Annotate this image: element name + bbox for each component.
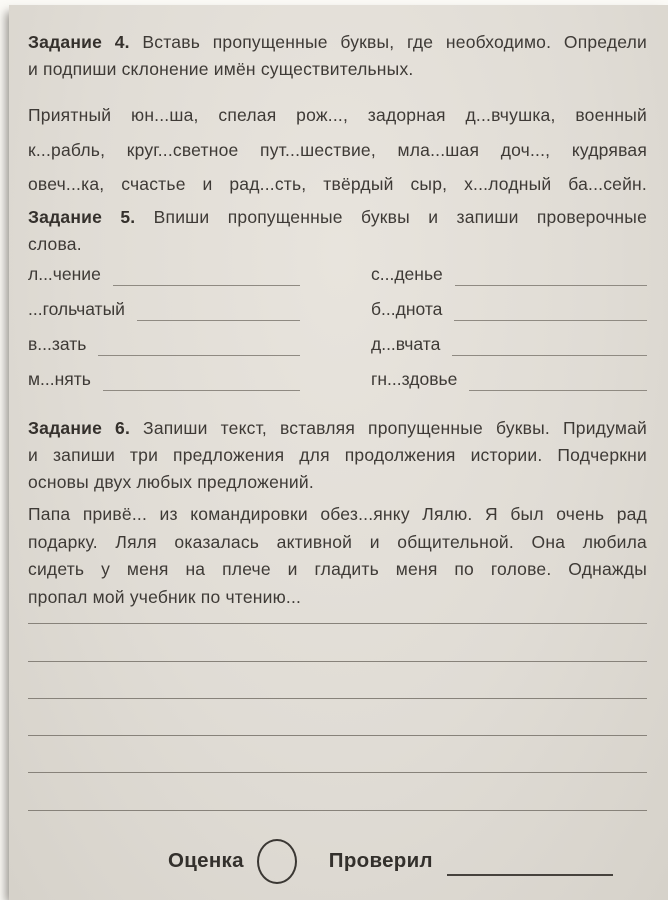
answer-blank[interactable] xyxy=(137,297,300,321)
answer-line[interactable] xyxy=(28,773,647,810)
checked-by-blank[interactable] xyxy=(447,846,613,876)
checked-label: Проверил xyxy=(328,849,433,872)
answer-blank[interactable] xyxy=(454,297,647,321)
task5-header xyxy=(28,204,647,258)
task4-body-line1: Приятный юн...ша, спелая рож..., задорная д...вчушка, военный xyxy=(28,105,647,125)
task6-header xyxy=(28,415,647,496)
task5-word: в...зать xyxy=(28,334,87,354)
task5-label: Задание 5. xyxy=(28,207,136,227)
answer-line[interactable] xyxy=(28,699,647,736)
task5-row-left-2 xyxy=(28,286,300,321)
grade-circle[interactable] xyxy=(257,839,297,884)
task5-row-left-4 xyxy=(28,356,300,391)
workbook-page xyxy=(9,5,668,900)
answer-line[interactable] xyxy=(28,587,647,624)
task5-row-right-2 xyxy=(371,286,647,321)
answer-blank[interactable] xyxy=(469,367,647,391)
answer-blank[interactable] xyxy=(455,262,647,286)
answer-blank[interactable] xyxy=(98,332,300,356)
task4-body xyxy=(28,98,647,202)
task4-body-line2: к...рабль, круг...светное пут...шествие, мла...шая доч..., кудрявая xyxy=(28,139,647,160)
task6-body-line2: подарку. Ляля оказалась активной и общительной. Она любила xyxy=(28,531,647,552)
answer-blank[interactable] xyxy=(452,332,647,356)
task6-instruction-2: и запиши три предложения для продолжения истории. Подчеркни xyxy=(28,445,647,465)
task6-body-line1: Папа привё... из командировки обез...янку Лялю. Я был очень рад xyxy=(28,504,647,524)
task4-label: Задание 4. xyxy=(28,32,130,52)
task4-header-line1 xyxy=(28,29,647,56)
task4-instruction-2: и подпиши склонение имён существительных. xyxy=(28,59,414,79)
task5-row-right-4 xyxy=(371,356,647,391)
task6-label: Задание 6. xyxy=(28,418,131,438)
task4-instruction-1: Вставь пропущенные буквы, где необходимо. Определи xyxy=(142,32,648,52)
task5-word: д...вчата xyxy=(371,334,441,354)
task5-word: ...гольчатый xyxy=(28,299,125,319)
task5-word: б...днота xyxy=(371,299,443,319)
task6-header-line2 xyxy=(28,442,647,469)
grade-label: Оценка xyxy=(168,849,244,872)
answer-line[interactable] xyxy=(28,662,647,699)
task6-header-line3 xyxy=(28,469,647,496)
answer-lines xyxy=(28,587,647,811)
task5-instruction-1: Впиши пропущенные буквы и запиши проверочные xyxy=(153,207,648,227)
task5-word: м...нять xyxy=(28,369,91,389)
answer-blank[interactable] xyxy=(103,367,300,391)
task5-row-right-3 xyxy=(371,321,647,356)
task5-row-left-3 xyxy=(28,321,300,356)
task4-header xyxy=(28,29,647,83)
task5-instruction-2: слова. xyxy=(28,234,82,254)
task6-instruction-3: основы двух любых предложений. xyxy=(28,472,314,492)
task5-header-line1 xyxy=(28,204,647,231)
answer-line[interactable] xyxy=(28,736,647,773)
task5-word: гн...здовье xyxy=(371,369,458,389)
task6-body-line3: сидеть у меня на плече и гладить меня по голове. Однажды xyxy=(28,559,647,580)
task4-body-line3: овеч...ка, счастье и рад...сть, твёрдый сыр, х...лодный ба...сейн. xyxy=(28,174,647,194)
task6-instruction-1: Запиши текст, вставляя пропущенные буквы. Придумай xyxy=(143,418,647,438)
task4-header-line2 xyxy=(28,56,647,83)
task5-grid xyxy=(28,251,647,391)
task5-word: с...денье xyxy=(371,264,443,284)
task6-body-line4: пропал мой учебник по чтению... xyxy=(28,586,302,607)
answer-line[interactable] xyxy=(28,624,647,661)
task5-word: л...чение xyxy=(28,264,101,284)
footer-row xyxy=(28,837,647,885)
task5-row-left-1 xyxy=(28,251,300,286)
task5-row-right-1 xyxy=(371,251,647,286)
answer-blank[interactable] xyxy=(113,262,300,286)
task6-header-line1 xyxy=(28,415,647,442)
